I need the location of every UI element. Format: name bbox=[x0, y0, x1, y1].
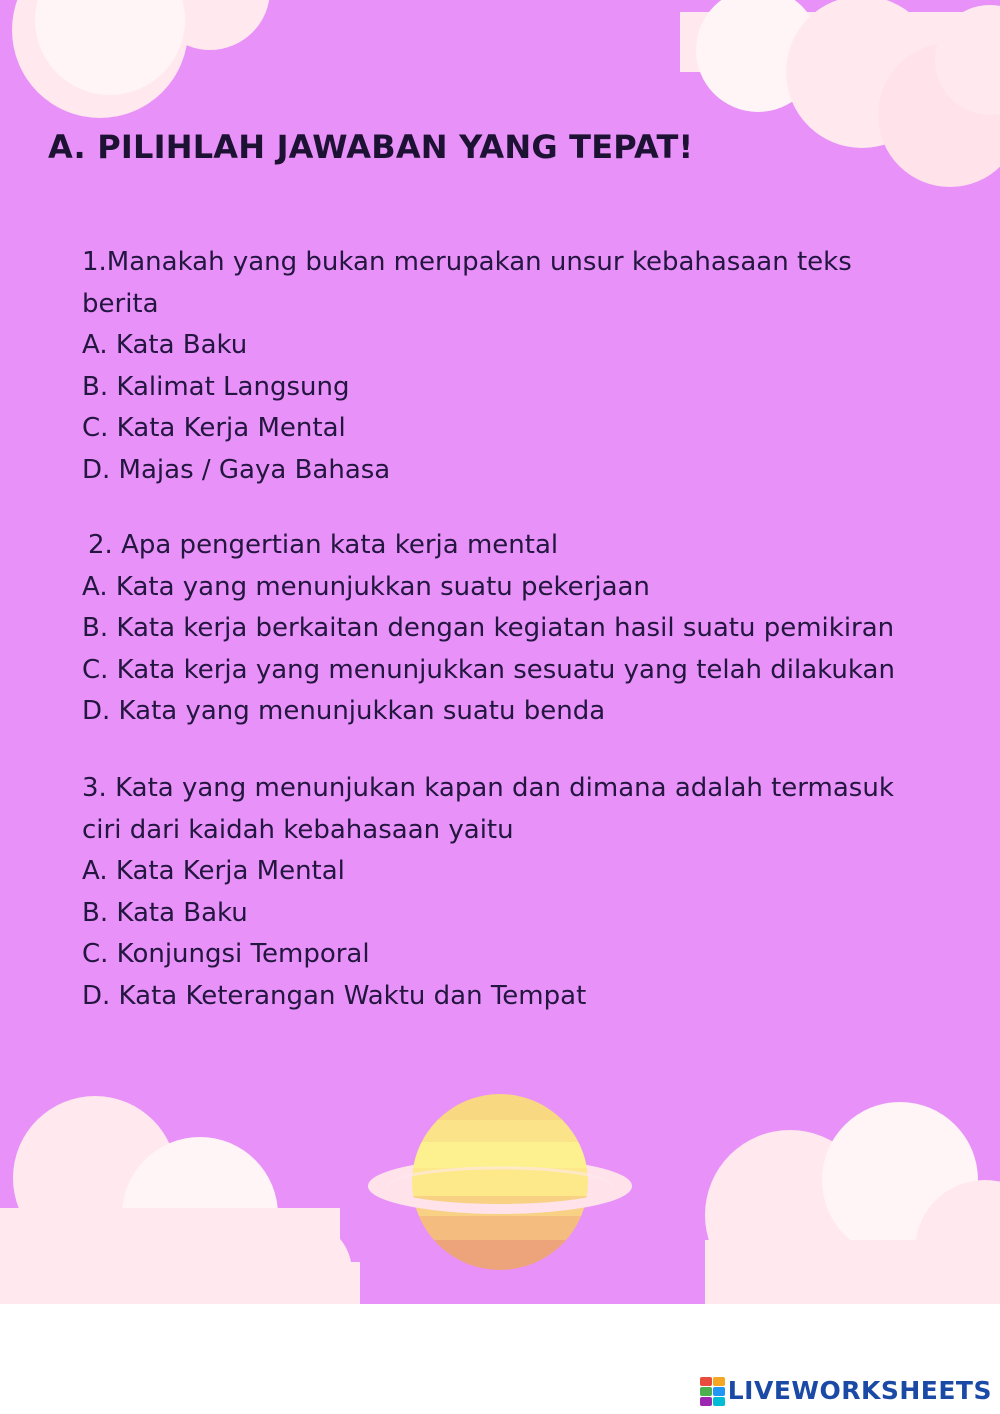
question-2-option-a[interactable]: A. Kata yang menunjukkan suatu pekerjaan bbox=[82, 571, 650, 602]
question-1-option-d[interactable]: D. Majas / Gaya Bahasa bbox=[82, 454, 391, 485]
question-1-prompt-line-2: berita bbox=[82, 288, 159, 319]
question-2 bbox=[82, 525, 948, 733]
question-3-option-b[interactable]: B. Kata Baku bbox=[82, 897, 248, 928]
question-3-option-c[interactable]: C. Konjungsi Temporal bbox=[82, 939, 370, 970]
question-3 bbox=[82, 768, 942, 1018]
question-3-option-d[interactable]: D. Kata Keterangan Waktu dan Tempat bbox=[82, 980, 587, 1011]
question-1-option-b[interactable]: B. Kalimat Langsung bbox=[82, 371, 350, 402]
page-title: A. PILIHLAH JAWABAN YANG TEPAT! bbox=[48, 128, 694, 166]
question-2-prompt-line-1: 2. Apa pengertian kata kerja mental bbox=[88, 530, 559, 560]
question-3-prompt-line-2: ciri dari kaidah kebahasaan yaitu bbox=[82, 814, 514, 845]
question-3-option-a[interactable]: A. Kata Kerja Mental bbox=[82, 856, 345, 887]
liveworksheets-brand-link[interactable] bbox=[700, 1376, 992, 1405]
question-1-option-a[interactable]: A. Kata Baku bbox=[82, 330, 248, 361]
planet-icon bbox=[368, 1094, 632, 1270]
question-3-prompt-line-1: 3. Kata yang menunjukan kapan dan dimana adalah termasuk bbox=[82, 773, 894, 803]
cloud-bottom-left-icon bbox=[0, 1096, 360, 1304]
question-2-option-c[interactable]: C. Kata kerja yang menunjukkan sesuatu yang telah dilakukan bbox=[82, 654, 895, 685]
cloud-bottom-right-icon bbox=[705, 1102, 1000, 1304]
liveworksheets-logo-icon bbox=[700, 1377, 724, 1405]
question-2-option-d[interactable]: D. Kata yang menunjukkan suatu benda bbox=[82, 696, 606, 727]
question-1-prompt-line-1: 1.Manakah yang bukan merupakan unsur kebahasaan teks bbox=[82, 247, 852, 277]
question-1 bbox=[82, 242, 942, 492]
liveworksheets-brand-text: LIVEWORKSHEETS bbox=[727, 1376, 992, 1405]
cloud-top-right-icon bbox=[680, 0, 1000, 187]
question-1-option-c[interactable]: C. Kata Kerja Mental bbox=[82, 413, 346, 444]
cloud-top-left-icon bbox=[12, 0, 270, 118]
question-2-option-b[interactable]: B. Kata kerja berkaitan dengan kegiatan hasil suatu pemikiran bbox=[82, 613, 895, 644]
